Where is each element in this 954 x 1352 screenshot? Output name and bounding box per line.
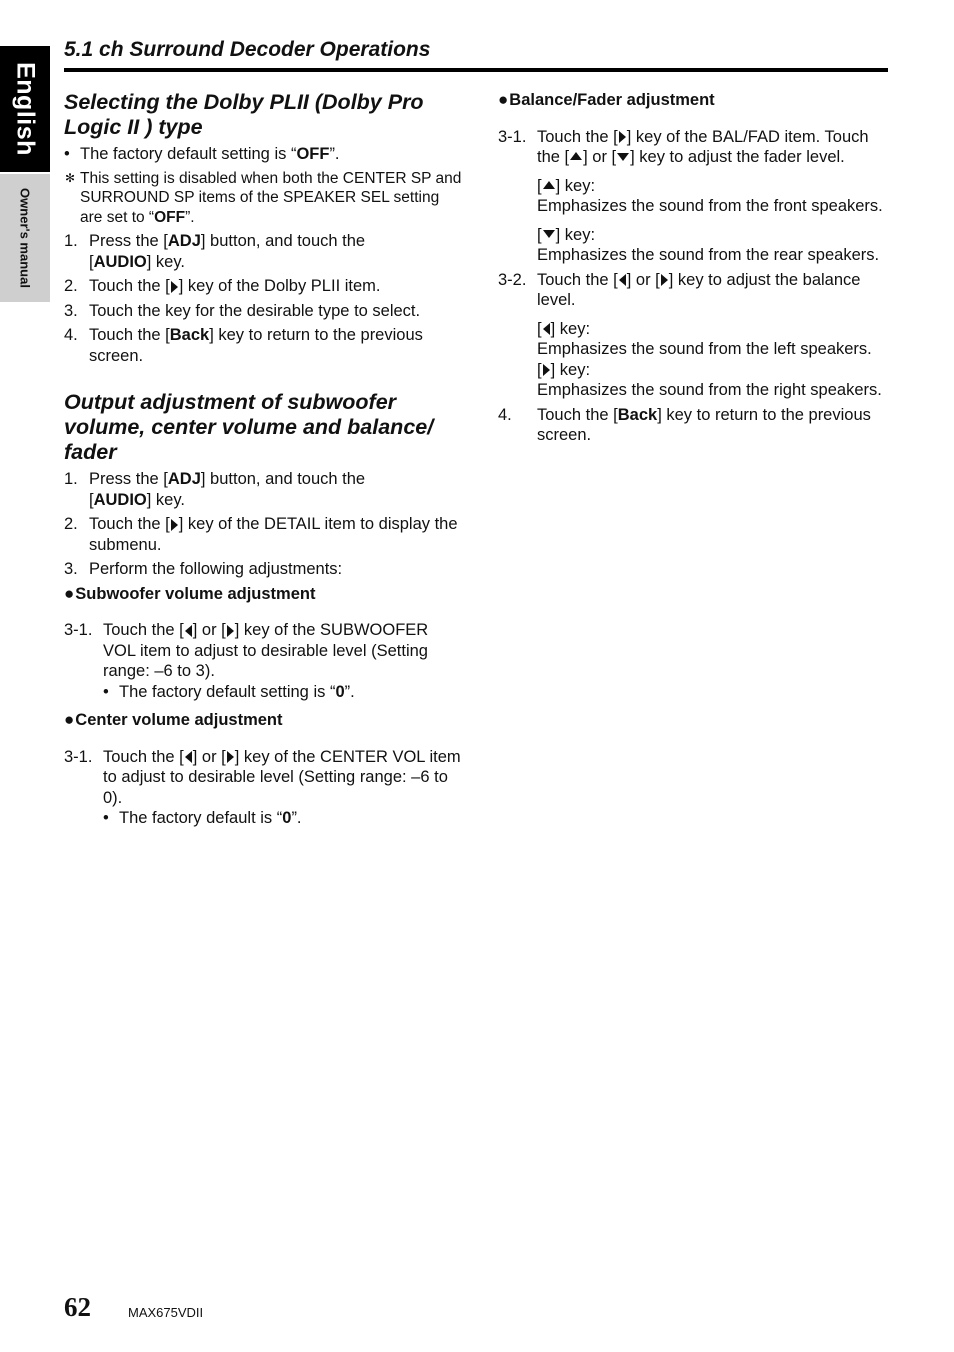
step-number: 3.	[64, 301, 78, 320]
step-text: ] key of the BAL/FAD item. Touch the [	[537, 127, 869, 166]
balance-heading-text: Balance/Fader adjustment	[509, 91, 715, 109]
up-key-item: [ ] key: Emphasizes the sound from the front speakers.	[537, 176, 883, 215]
step-text: ] key to return to the previous screen.	[537, 405, 871, 444]
page-number: 62	[64, 1292, 91, 1322]
right-arrow-icon	[171, 519, 178, 531]
step-text: ] or [	[192, 621, 226, 639]
center-heading-text: Center volume adjustment	[75, 711, 283, 729]
subwoofer-heading-text: Subwoofer volume adjustment	[75, 584, 316, 603]
model-number: MAX675VDII	[128, 1305, 204, 1320]
default-text: The factory default setting is “	[119, 682, 336, 701]
dolby-default-bullet	[64, 144, 464, 165]
default-value: 0	[282, 809, 292, 827]
step-number: 3-2.	[498, 270, 527, 289]
step-text: [	[89, 252, 94, 271]
audio-key-ref: AUDIO	[93, 252, 147, 271]
language-tab	[0, 46, 50, 172]
step-number: 4.	[64, 326, 78, 344]
left-arrow-icon	[619, 274, 626, 286]
manual-tab	[0, 174, 50, 302]
default-text: ”.	[291, 809, 302, 827]
step-text: ] key of the CENTER VOL item to adjust to desirable level (Setting range: –6 to 0).	[103, 747, 461, 807]
step-text: Touch the [	[89, 326, 170, 344]
step-number: 3-1.	[64, 621, 93, 639]
dolby-default-value: OFF	[296, 145, 330, 163]
output-heading-line2: volume, center volume and balance/	[64, 415, 434, 439]
dolby-default-prefix: The factory default setting is “	[80, 145, 297, 163]
balance-step-2	[498, 270, 890, 401]
dolby-step-2	[64, 276, 464, 297]
subwoofer-default	[103, 682, 464, 703]
output-heading	[64, 390, 464, 465]
output-step-3	[64, 559, 464, 580]
output-heading-line3: fader	[64, 440, 117, 464]
step-number: 4.	[498, 405, 512, 424]
step-text: ] key to adjust the balance level.	[537, 270, 861, 309]
output-heading-line1: Output adjustment of subwoofer	[64, 390, 397, 414]
step-text: ] key of the Dolby PLII item.	[178, 277, 381, 295]
bullet-dot-icon: ●	[64, 583, 75, 603]
output-step-2	[64, 514, 464, 555]
right-arrow-icon	[543, 364, 550, 376]
left-column	[64, 90, 464, 829]
output-step-1	[64, 469, 464, 510]
bullet-icon: •	[64, 145, 70, 163]
header-rule	[64, 68, 888, 72]
step-number: 3-1.	[498, 127, 527, 146]
dolby-heading-line2: Logic II ) type	[64, 115, 203, 139]
subwoofer-step	[64, 620, 464, 702]
default-value: 0	[335, 682, 345, 701]
right-column	[498, 90, 890, 446]
key-label: ] key:	[555, 225, 596, 244]
step-number: 3.	[64, 560, 78, 578]
balance-heading	[498, 90, 890, 111]
left-arrow-icon	[185, 625, 192, 637]
bullet-icon: •	[103, 809, 109, 827]
key-description: Emphasizes the sound from the rear speakers.	[537, 246, 880, 264]
step-text: Touch the key for the desirable type to select.	[89, 301, 421, 320]
manual-label: Owner's manual	[17, 188, 33, 288]
center-heading	[64, 710, 464, 731]
step-text: Press the [	[89, 232, 168, 250]
dolby-step-1	[64, 231, 464, 272]
step-text: ] key of the SUBWOOFER VOL item to adjust to desirable level (Setting range: –6 to 3).	[103, 621, 429, 680]
step-text: ] or [	[626, 270, 660, 289]
step-text: ] button, and touch the	[200, 232, 366, 250]
up-arrow-icon	[543, 181, 555, 189]
step-number: 3-1.	[64, 747, 93, 766]
step-text: ] or [	[583, 148, 617, 166]
step-text: Touch the [	[537, 405, 618, 424]
step-text: ] key to return to the previous screen.	[89, 326, 423, 365]
dolby-heading	[64, 90, 464, 140]
up-arrow-icon	[570, 152, 582, 160]
step-text: ] or [	[192, 747, 226, 766]
bullet-dot-icon: ●	[498, 90, 509, 109]
key-label: ] key:	[555, 176, 596, 195]
language-label: English	[11, 62, 40, 156]
key-description: Emphasizes the sound from the left speakers.	[537, 340, 872, 358]
bullet-icon: •	[103, 682, 109, 701]
center-step	[64, 747, 464, 829]
default-text: ”.	[344, 682, 355, 701]
step-number: 1.	[64, 232, 78, 250]
default-text: The factory default is “	[119, 809, 283, 827]
back-key-ref: Back	[169, 326, 210, 344]
left-key-item: [ ] key: Emphasizes the sound from the left speakers.	[537, 319, 872, 358]
step-text: ] key.	[146, 252, 185, 271]
step-text: Perform the following adjustments:	[89, 560, 343, 578]
step-number: 2.	[64, 277, 78, 295]
left-arrow-icon	[185, 751, 192, 763]
balance-step-4	[498, 405, 890, 446]
dolby-step-3	[64, 301, 464, 322]
right-arrow-icon	[227, 751, 234, 763]
left-arrow-icon	[543, 323, 550, 335]
step-text: Press the [	[89, 470, 168, 488]
step-text: Touch the [	[537, 270, 618, 289]
step-number: 2.	[64, 515, 78, 533]
down-arrow-icon	[617, 153, 629, 161]
down-arrow-icon	[543, 230, 555, 238]
dolby-step-4	[64, 325, 464, 366]
right-arrow-icon	[227, 625, 234, 637]
back-key-ref: Back	[617, 405, 658, 424]
adj-button-ref: ADJ	[167, 470, 201, 488]
asterisk-icon: ✻	[65, 170, 76, 185]
step-text: ] button, and touch the	[200, 470, 366, 488]
subwoofer-heading	[64, 584, 464, 605]
step-text: Touch the [	[537, 127, 618, 146]
step-text: Touch the [	[103, 747, 184, 766]
bullet-dot-icon: ●	[64, 710, 75, 729]
dolby-note	[64, 169, 464, 228]
key-label: ] key:	[550, 360, 591, 379]
right-key-item: [ ] key: Emphasizes the sound from the right speakers.	[537, 360, 882, 399]
step-text: Touch the [	[89, 277, 170, 295]
dolby-note-value: OFF	[154, 208, 186, 226]
adj-button-ref: ADJ	[167, 232, 201, 250]
step-text: ] key.	[146, 490, 185, 509]
dolby-note-suffix: ”.	[185, 208, 195, 226]
center-default	[103, 808, 464, 829]
dolby-heading-line1: Selecting the Dolby PLII (Dolby Pro	[64, 90, 424, 114]
balance-step-1	[498, 127, 890, 266]
audio-key-ref: AUDIO	[93, 490, 147, 509]
key-description: Emphasizes the sound from the right speakers.	[537, 381, 882, 399]
section-title: 5.1 ch Surround Decoder Operations	[64, 38, 431, 61]
step-text: Touch the [	[103, 621, 184, 639]
dolby-default-suffix: ”.	[329, 145, 340, 163]
dolby-note-text: This setting is disabled when both the CENTER SP and SURROUND SP items of the SPEAKER SEL setting are set to “	[80, 169, 462, 226]
step-text: ] key to adjust the fader level.	[630, 148, 845, 166]
key-description: Emphasizes the sound from the front speakers.	[537, 197, 883, 215]
right-arrow-icon	[171, 281, 178, 293]
down-key-item: [ ] key: Emphasizes the sound from the rear speakers.	[537, 225, 880, 264]
step-text: Touch the [	[89, 515, 170, 533]
step-text: [	[89, 490, 94, 509]
step-number: 1.	[64, 470, 78, 488]
key-label: ] key:	[550, 319, 591, 338]
step-text: ] key of the DETAIL item to display the submenu.	[89, 515, 458, 554]
right-arrow-icon	[661, 274, 668, 286]
right-arrow-icon	[619, 131, 626, 143]
